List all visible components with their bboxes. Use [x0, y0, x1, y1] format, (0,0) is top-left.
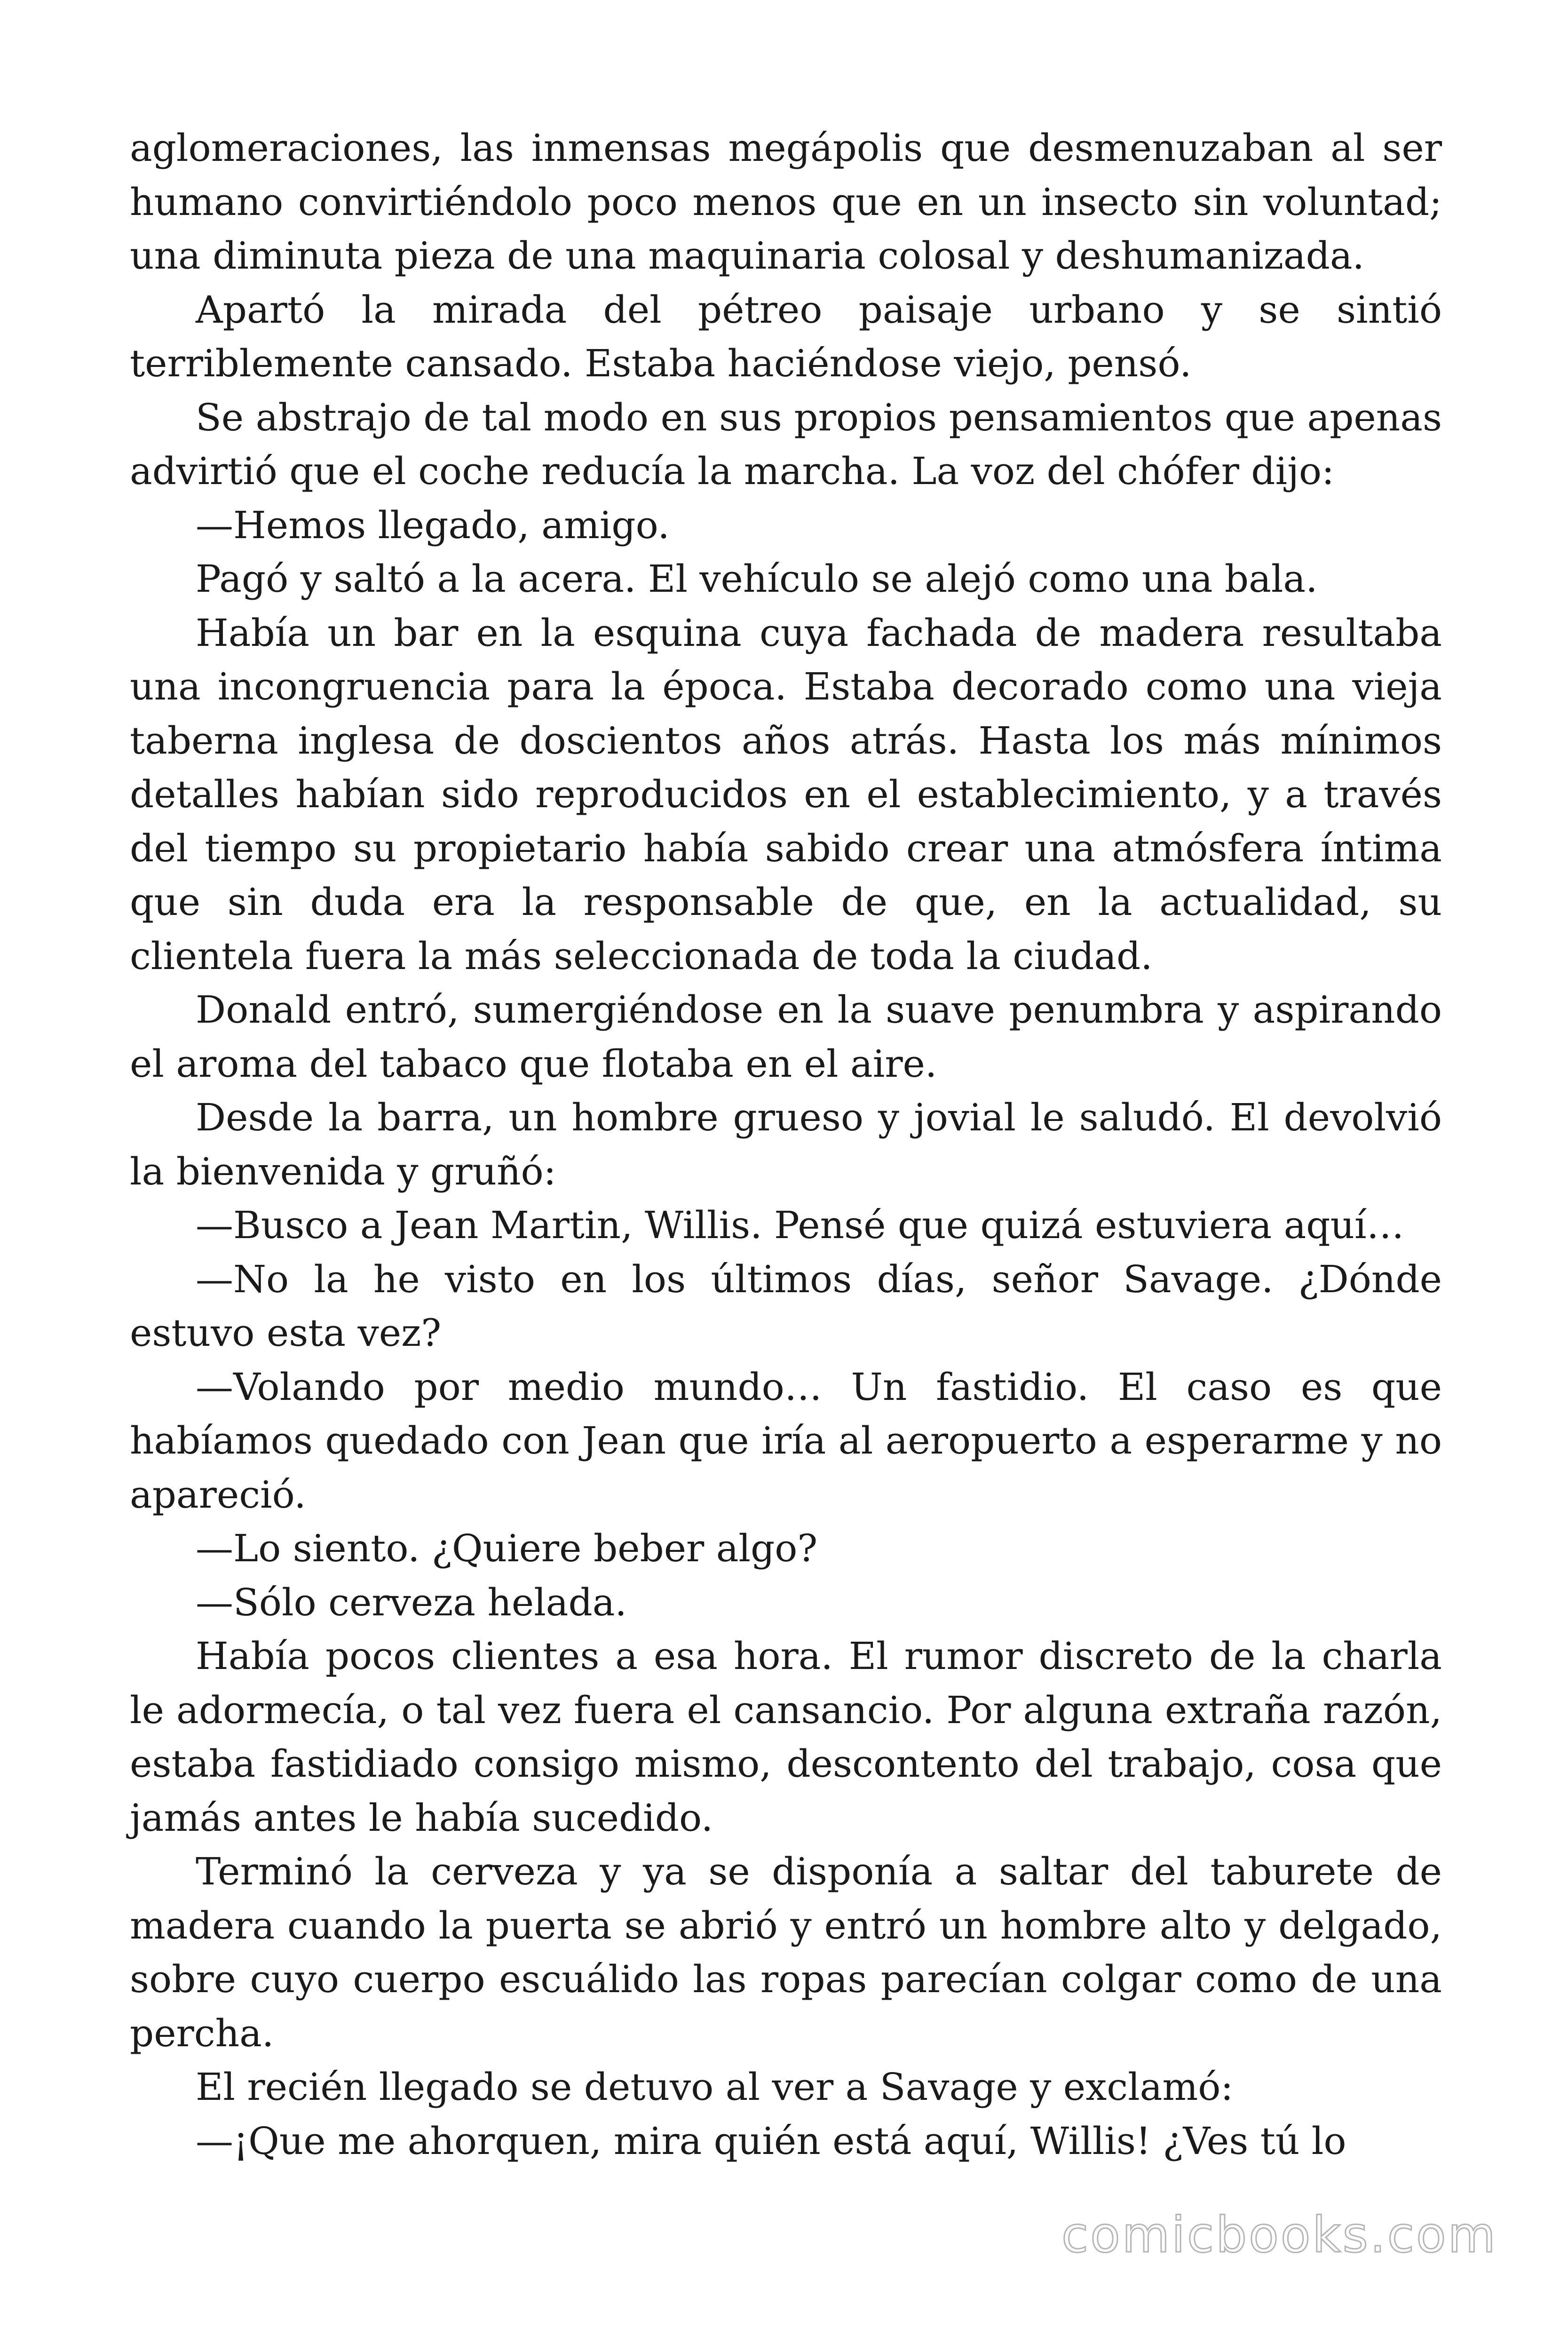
book-page-text	[130, 121, 1442, 2168]
paragraph-12: —Lo siento. ¿Quiere beber algo?	[196, 1526, 818, 1570]
paragraph-6: Había un bar en la esquina cuya fachada de madera resultaba una incongruencia para la época. Estaba decorado como una vieja taberna inglesa de doscientos años atrás. Hasta los más mínimos detalles habían sido reproducidos en el establecimiento, y a través del tiempo su propietario había sabido crear una atmósfera íntima que sin duda era la responsable de que, en la actualidad, su clientela fuera la más seleccionada de toda la ciudad.	[130, 611, 1442, 978]
site-watermark: comicbooks.com	[1061, 2206, 1497, 2264]
paragraph-10: —No la he visto en los últimos días, señor Savage. ¿Dónde estuvo esta vez?	[130, 1257, 1442, 1355]
paragraph-5: Pagó y saltó a la acera. El vehículo se alejó como una bala.	[196, 557, 1318, 601]
paragraph-3: Se abstrajo de tal modo en sus propios pensamientos que apenas advirtió que el coche reducía la marcha. La voz del chófer dijo:	[130, 395, 1442, 493]
paragraph-15: Terminó la cerveza y ya se disponía a saltar del taburete de madera cuando la puerta se abrió y entró un hombre alto y delgado, sobre cuyo cuerpo escuálido las ropas parecían colgar como de una percha.	[130, 1850, 1442, 2055]
paragraph-1: aglomeraciones, las inmensas megápolis que desmenuzaban al ser humano convirtiéndolo poco menos que en un insecto sin voluntad; una diminuta pieza de una maquinaria colosal y deshumanizada.	[130, 126, 1442, 278]
paragraph-2: Apartó la mirada del pétreo paisaje urbano y se sintió terriblemente cansado. Estaba haciéndose viejo, pensó.	[130, 287, 1442, 385]
paragraph-7: Donald entró, sumergiéndose en la suave penumbra y aspirando el aroma del tabaco que flotaba en el aire.	[130, 988, 1442, 1086]
paragraph-11: —Volando por medio mundo… Un fastidio. El caso es que habíamos quedado con Jean que iría al aeropuerto a esperarme y no apareció.	[130, 1365, 1442, 1517]
paragraph-17: —¡Que me ahorquen, mira quién está aquí, Willis! ¿Ves tú lo	[196, 2119, 1346, 2163]
paragraph-16: El recién llegado se detuvo al ver a Savage y exclamó:	[196, 2065, 1234, 2109]
paragraph-14: Había pocos clientes a esa hora. El rumor discreto de la charla le adormecía, o tal vez fuera el cansancio. Por alguna extraña razón, estaba fastidiado consigo mismo, descontento del trabajo, cosa que jamás antes le había sucedido.	[130, 1634, 1442, 1840]
paragraph-9: —Busco a Jean Martin, Willis. Pensé que quizá estuviera aquí…	[196, 1203, 1404, 1247]
paragraph-4: —Hemos llegado, amigo.	[196, 503, 670, 547]
paragraph-13: —Sólo cerveza helada.	[196, 1580, 627, 1624]
paragraph-8: Desde la barra, un hombre grueso y jovial le saludó. El devolvió la bienvenida y gruñó:	[130, 1096, 1442, 1193]
